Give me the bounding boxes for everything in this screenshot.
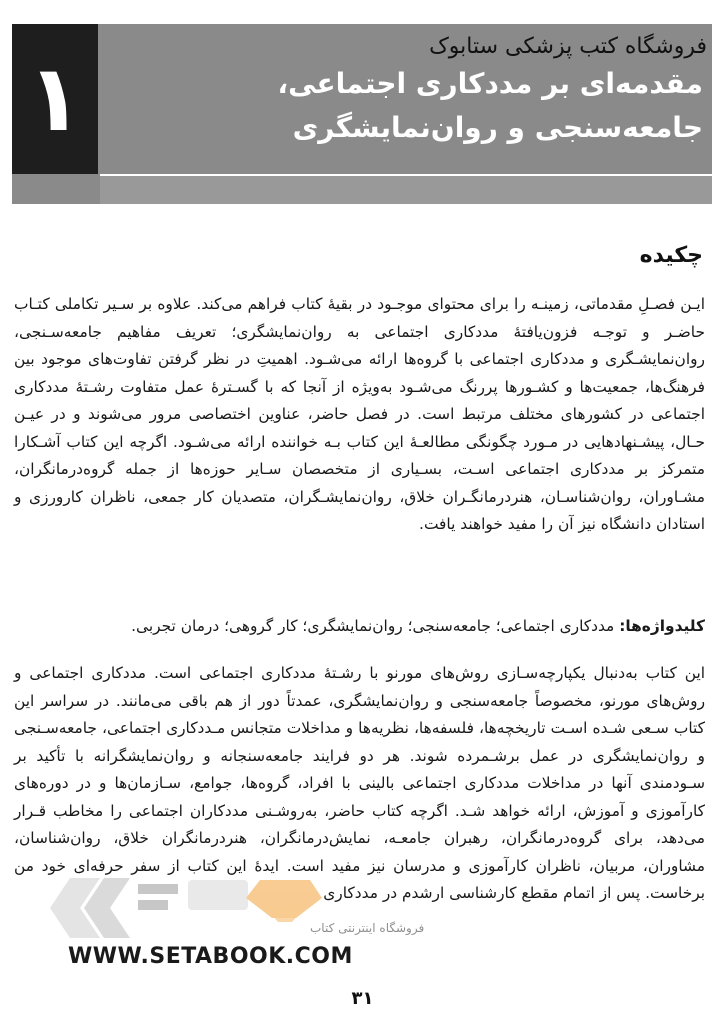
- keywords-list: مددکاری اجتماعی؛ جامعه‌سنجی؛ روان‌نمایشگری؛ کار گروهی؛ درمان تجربی.: [131, 617, 620, 635]
- logo-chevrons-icon: [50, 878, 130, 938]
- chapter-number: ۱: [26, 45, 84, 152]
- chapter-title: [143, 62, 703, 150]
- abstract-heading: چکیده: [639, 243, 703, 268]
- page-number: ۳۱: [351, 988, 374, 1009]
- chapter-number-box: [12, 24, 98, 174]
- setabook-url: WWW.SETABOOK.COM: [68, 944, 353, 969]
- keywords-label: کلیدواژه‌ها:: [619, 617, 705, 635]
- keywords-paragraph: [14, 613, 705, 641]
- abstract-paragraph: ایـن فصـلِ مقدماتی، زمینـه را برای محتوای موجـود در بقیهٔ کتاب فراهم می‌کند. علاوه بر سـیر تکاملی کتـاب حاضـر و توجـه فزون‌یافتهٔ مددکاری اجتماعی به روان‌نمایشگری؛ تعریف مفاهیم جامعه‌سـنجی، روان‌نمایشـگری و مددکاری اجتماعی با گروه‌ها ارائه می‌شـود. اهمیتِ در نظر گرفتن تفاوت‌های موجود بین فرهنگ‌ها، جمعیت‌ها و کشـورها پررنگ می‌شـود به‌ویژه از آنجا که با گسـترهٔ عمل متفاوت رشـتهٔ مددکاری اجتماعی در کشورهای مختلف مرتبط است. در فصل حاضر، عناوین اختصاصی مرور می‌شوند و در عیـن حـال، پیشـنهادهایی در مـورد چگونگی مطالعـهٔ این کتاب بـه خواننده ارائه می‌شـود. اگرچه این کتاب آشـکارا متمرکز بر مددکاری اجتماعی اسـت، بسـیاری از متخصصان سـایر حوزه‌ها از جمله گروه‌درمانگران، مشـاوران، روان‌شناسـان، هنردرمانگـران خلاق، روان‌نمایشـگران، متصدیان کار جمعی، ناظران کارورزی و استادان دانشگاه نیز آن را مفید خواهند یافت.: [14, 295, 705, 533]
- chapter-title-line-1: مقدمه‌ای بر مددکاری اجتماعی،: [277, 67, 703, 100]
- store-tagline: فروشگاه اینترنتی کتاب: [310, 921, 425, 935]
- chapter-title-line-2: جامعه‌سنجی و روان‌نمایشگری: [292, 111, 703, 144]
- body-paragraph: این کتاب به‌دنبال یکپارچه‌سـازی روش‌های مورنو با رشـتهٔ مددکاری اجتماعی است. مددکاری اجتماعی و روش‌های مورنو، مخصوصاً جامعه‌سنجی و روان‌نمایشگری، عمدتاً دور از هم باقی می‌مانند. در سراسر این کتاب سـعی شـده اسـت تاریخچه‌ها، فلسفه‌ها، نظریه‌ها و مداخلات متجانس مـددکاری اجتماعی، جامعه‌سـنجی و روان‌نمایشگری در عمل برشـمرده شوند. هر دو فرایند جامعه‌سنجانه و روان‌نمایشگرانه با تأکید بر سـودمندی آنها در مداخلات مددکاری اجتماعی بالینی با افراد، گروه‌ها، جوامع، سـازمان‌ها و در دوره‌های کارآموزی و آموزش، ارائه خواهد شـد. اگرچه کتاب حاضر، به‌روشـنی مددکاران اجتماعی را مخاطب قـرار می‌دهد، برای گروه‌درمانگران، رهبران جامعـه، نمایش‌درمانگران، هنردرمانگران خلاق، روان‌شناسان، مشاوران، مربیان، ناظران کارآموزی و مدرسان نیز مفید است. ایدهٔ این کتاب از سفر حرفه‌ای خود من برخاست. پس از اتمام مقطع کارشناسی ارشدم در مددکاری: [14, 664, 705, 902]
- store-watermark-text: فروشگاه کتب پزشکی ستابوک: [429, 34, 707, 59]
- chapter-header-strip: [100, 174, 712, 204]
